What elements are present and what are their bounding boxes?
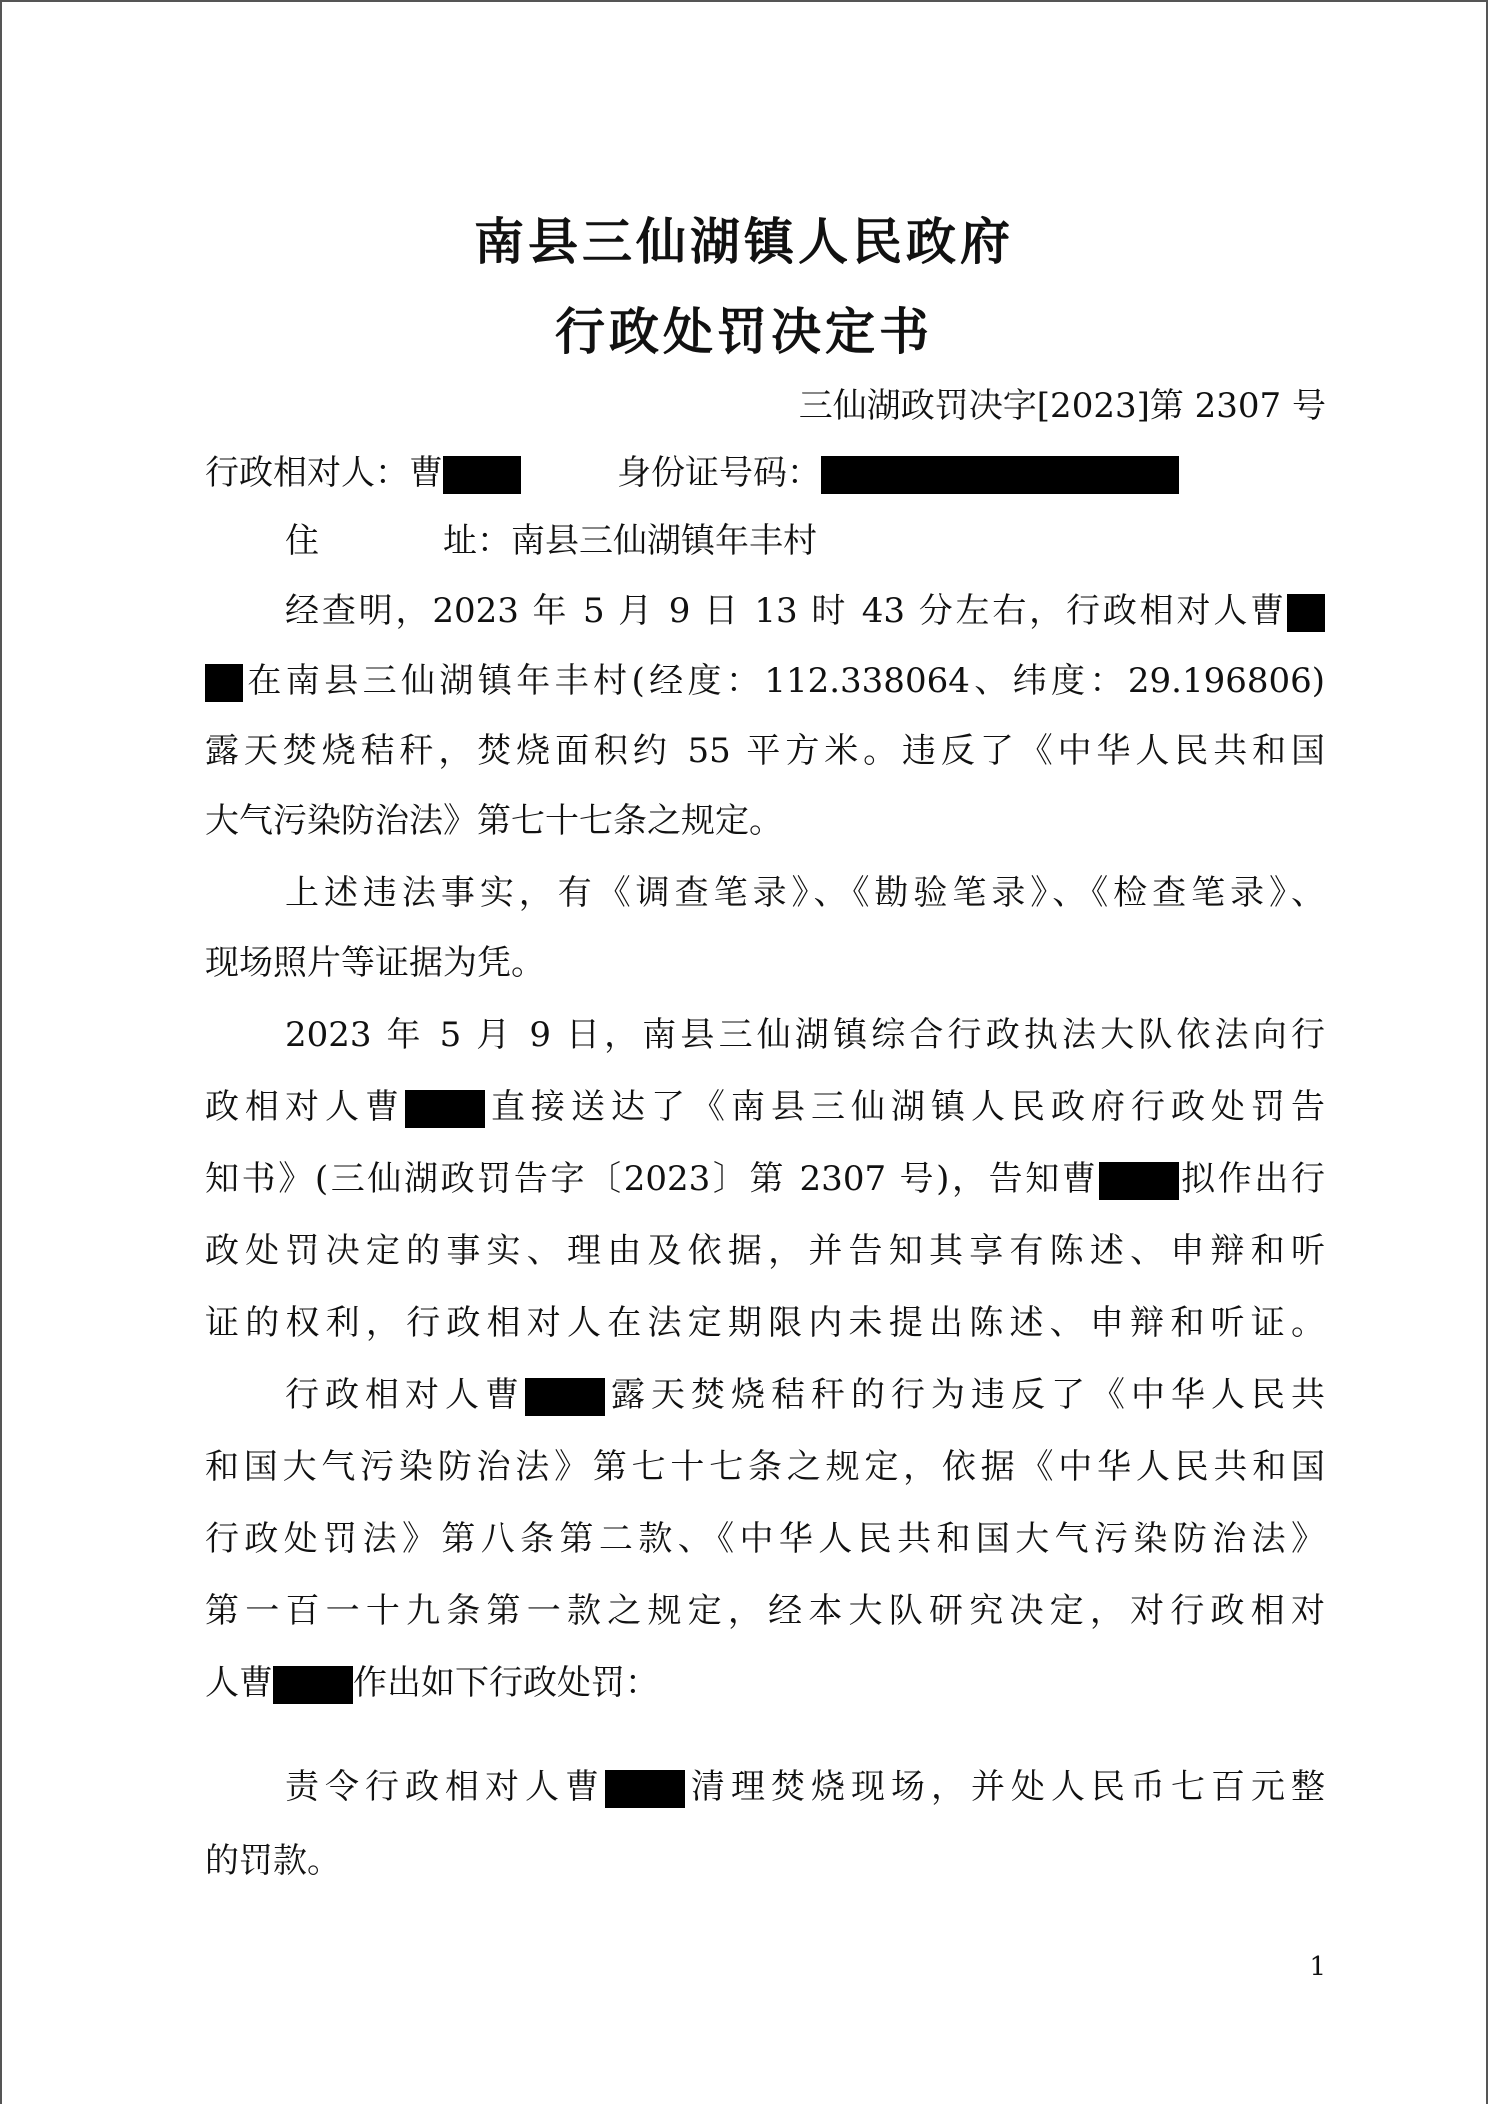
paragraph-line bbox=[285, 1372, 1325, 1418]
text-run: 知书》(三仙湖政罚告字〔2023〕第 2307 号)，告知曹 bbox=[205, 1159, 1099, 1199]
paragraph-line: 的罚款。 bbox=[205, 1841, 341, 1881]
redaction-block bbox=[405, 1090, 485, 1128]
paragraph-line: 上述违法事实，有《调查笔录》、《勘验笔录》、《检查笔录》、 bbox=[285, 873, 1325, 913]
scan-border-top bbox=[0, 0, 1488, 2]
redaction-block bbox=[525, 1378, 605, 1416]
party-line bbox=[205, 450, 1325, 496]
paragraph-line: 现场照片等证据为凭。 bbox=[205, 943, 545, 983]
paragraph-line: 2023 年 5 月 9 日，南县三仙湖镇综合行政执法大队依法向行 bbox=[285, 1015, 1325, 1055]
text-run: 直接送达了《南县三仙湖镇人民政府行政处罚告 bbox=[485, 1087, 1325, 1127]
issuer-title: 南县三仙湖镇人民政府 bbox=[474, 213, 1014, 271]
paragraph-line: 第一百一十九条第一款之规定，经本大队研究决定，对行政相对 bbox=[205, 1591, 1325, 1631]
text-run: 在南县三仙湖镇年丰村(经度：112.338064、纬度：29.196806) bbox=[243, 661, 1325, 701]
address-value: 址：南县三仙湖镇年丰村 bbox=[443, 521, 817, 561]
text-run: 经查明，2023 年 5 月 9 日 13 时 43 分左右，行政相对人曹 bbox=[285, 591, 1287, 631]
paragraph-line: 露天焚烧秸秆，焚烧面积约 55 平方米。违反了《中华人民共和国 bbox=[205, 731, 1325, 771]
id-number-label: 身份证号码： bbox=[617, 453, 821, 493]
paragraph-line bbox=[205, 1660, 1325, 1706]
paragraph-line: 大气污染防治法》第七十七条之规定。 bbox=[205, 801, 783, 841]
paragraph-line bbox=[285, 588, 1325, 634]
redaction-block bbox=[273, 1666, 353, 1704]
paragraph-line: 证的权利，行政相对人在法定期限内未提出陈述、申辩和听证。 bbox=[205, 1303, 1325, 1343]
address-line bbox=[285, 518, 1325, 564]
redaction-block bbox=[205, 664, 243, 702]
text-run: 责令行政相对人曹 bbox=[285, 1767, 605, 1807]
text-run: 作出如下行政处罚： bbox=[353, 1663, 659, 1703]
text-run: 露天焚烧秸秆的行为违反了《中华人民共 bbox=[605, 1375, 1325, 1415]
redaction-block bbox=[605, 1770, 685, 1808]
redaction-block bbox=[821, 456, 1179, 494]
text-run: 人曹 bbox=[205, 1663, 273, 1703]
redaction-block bbox=[1287, 594, 1325, 632]
paragraph-line: 行政处罚法》第八条第二款、《中华人民共和国大气污染防治法》 bbox=[205, 1519, 1325, 1559]
text-run: 清理焚烧现场，并处人民币七百元整 bbox=[685, 1767, 1325, 1807]
paragraph-line bbox=[205, 1084, 1325, 1130]
redaction-block bbox=[443, 456, 521, 494]
redaction-block bbox=[1099, 1162, 1179, 1200]
document-title: 行政处罚决定书 bbox=[555, 303, 933, 361]
text-run: 政相对人曹 bbox=[205, 1087, 405, 1127]
text-run: 拟作出行 bbox=[1178, 1159, 1326, 1199]
party-name-label: 行政相对人：曹 bbox=[205, 453, 443, 493]
page-number: 1 bbox=[1309, 1952, 1326, 1982]
paragraph-line: 和国大气污染防治法》第七十七条之规定，依据《中华人民共和国 bbox=[205, 1447, 1325, 1487]
text-run: 行政相对人曹 bbox=[285, 1375, 525, 1415]
paragraph-line: 政处罚决定的事实、理由及依据，并告知其享有陈述、申辩和听 bbox=[205, 1231, 1325, 1271]
paragraph-line bbox=[205, 1156, 1325, 1202]
address-label: 住 bbox=[285, 521, 319, 561]
paragraph-line bbox=[205, 658, 1325, 704]
paragraph-line bbox=[285, 1764, 1325, 1810]
document-number: 三仙湖政罚决字[2023]第 2307 号 bbox=[798, 386, 1326, 426]
